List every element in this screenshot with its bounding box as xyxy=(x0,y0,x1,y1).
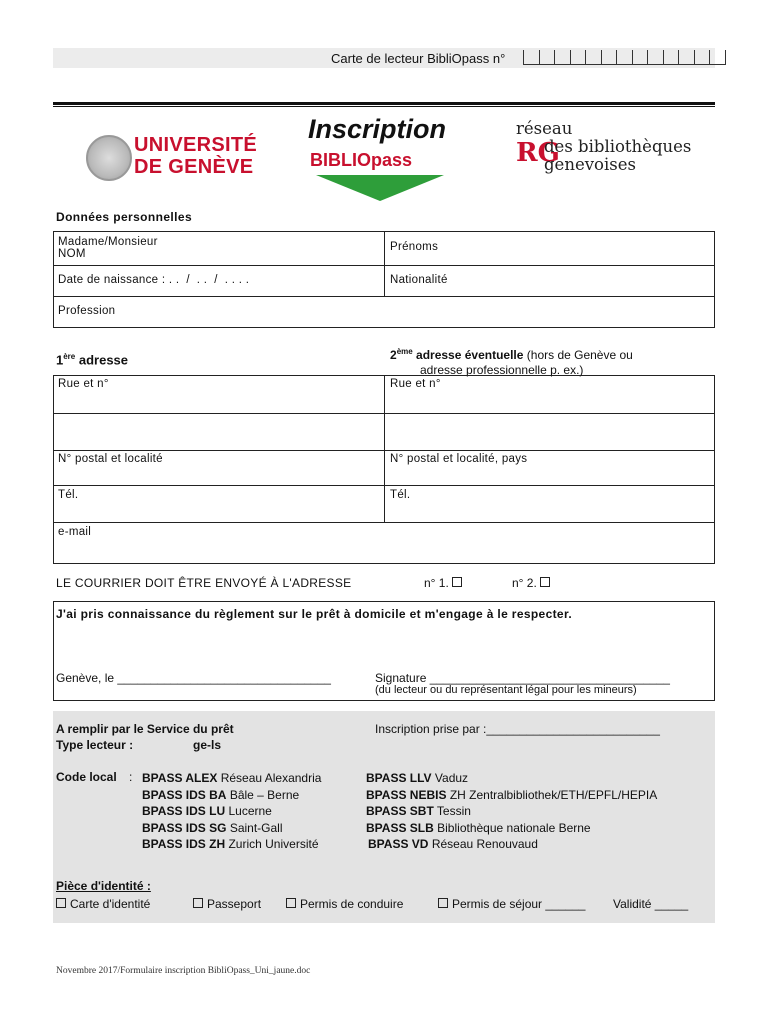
code-item: BPASS ALEX Réseau Alexandria xyxy=(142,771,322,785)
personal-heading: Données personnelles xyxy=(56,210,193,224)
code-item: BPASS SBT Tessin xyxy=(366,804,471,818)
signature-field[interactable]: Signature ____________________________________ xyxy=(375,671,670,685)
card-number-boxes[interactable] xyxy=(523,50,726,66)
header-rule xyxy=(53,102,715,105)
validite-field[interactable]: Validité _____ xyxy=(613,897,689,911)
postal2-field[interactable]: N° postal et localité, pays xyxy=(390,453,528,465)
tel2-field[interactable]: Tél. xyxy=(390,489,411,501)
footer-filename: Novembre 2017/Formulaire inscription BibliOpass_Uni_jaune.doc xyxy=(56,966,311,976)
geneve-date-field[interactable]: Genève, le ________________________________ xyxy=(56,671,331,685)
code-item: BPASS LLV Vaduz xyxy=(366,771,469,785)
reseau-logo xyxy=(516,120,691,174)
university-line1: UNIVERSITÉ xyxy=(134,134,258,156)
reglement-statement: J'ai pris connaissance du règlement sur le prêt à domicile et m'engage à le respecter. xyxy=(56,607,572,621)
code-item: BPASS VD Réseau Renouvaud xyxy=(368,837,538,851)
code-local-colon: : xyxy=(129,770,133,784)
card-number-bar xyxy=(53,48,715,68)
courrier-option-1[interactable]: n° 1. xyxy=(424,576,466,590)
codes-left-list xyxy=(142,770,321,853)
codes-right-list xyxy=(366,770,657,853)
card-number-label: Carte de lecteur BibliOpass n° xyxy=(331,51,506,66)
code-item: BPASS IDS LU Lucerne xyxy=(142,804,272,818)
courrier-text: LE COURRIER DOIT ÊTRE ENVOYÉ À L'ADRESSE xyxy=(56,576,352,590)
prenoms-field[interactable]: Prénoms xyxy=(390,241,439,253)
checkbox-icon[interactable] xyxy=(193,898,203,908)
university-logo xyxy=(134,134,257,178)
street1-field[interactable]: Rue et n° xyxy=(58,378,109,390)
code-local-label: Code local xyxy=(56,770,117,784)
reseau-line1: réseau xyxy=(516,119,573,138)
email-field[interactable]: e-mail xyxy=(58,526,92,538)
checkbox-icon[interactable] xyxy=(56,898,66,908)
street2-field[interactable]: Rue et n° xyxy=(390,378,441,390)
code-item: BPASS SLB Bibliothèque nationale Berne xyxy=(366,820,591,835)
id-option-carte[interactable]: Carte d'identité xyxy=(56,897,150,911)
first-address-heading: 1ère adresse xyxy=(56,352,129,368)
id-option-permis-conduire[interactable]: Permis de conduire xyxy=(286,897,403,911)
nationality-field[interactable]: Nationalité xyxy=(390,274,448,286)
reseau-line2: des bibliothèques xyxy=(544,137,692,156)
code-item: BPASS IDS ZH Zurich Université xyxy=(142,837,319,851)
code-item: BPASS IDS BA Bâle – Berne xyxy=(142,787,300,802)
madame-monsieur-label: Madame/Monsieur xyxy=(58,236,158,248)
postal1-field[interactable]: N° postal et localité xyxy=(58,453,163,465)
inscription-par-field[interactable]: Inscription prise par :__________________________ xyxy=(375,722,660,736)
down-arrow-icon xyxy=(316,175,444,201)
code-item: BPASS IDS SG Saint-Gall xyxy=(142,820,283,835)
second-address-heading: 2ème adresse éventuelle (hors de Genève ou adresse professionnelle p. ex.) xyxy=(390,347,633,377)
type-lecteur-label: Type lecteur : xyxy=(56,738,134,752)
university-seal-icon xyxy=(86,135,132,181)
reseau-logo-letters: RG xyxy=(516,138,560,168)
nom-field[interactable]: NOM xyxy=(58,248,86,260)
id-option-permis-sejour[interactable]: Permis de séjour ______ xyxy=(438,897,585,911)
id-option-passeport[interactable]: Passeport xyxy=(193,897,261,911)
service-heading: A remplir par le Service du prêt xyxy=(56,722,234,736)
checkbox-icon[interactable] xyxy=(286,898,296,908)
profession-field[interactable]: Profession xyxy=(58,305,116,317)
header-rule-thin xyxy=(53,106,715,107)
university-line2: DE GENÈVE xyxy=(134,156,254,178)
type-lecteur-value: ge-ls xyxy=(193,738,222,752)
tel1-field[interactable]: Tél. xyxy=(58,489,79,501)
bibliopass-logo: BIBLIOpass xyxy=(310,150,413,170)
checkbox-icon[interactable] xyxy=(438,898,448,908)
page-title: Inscription xyxy=(308,114,447,144)
checkbox-icon[interactable] xyxy=(452,577,462,587)
code-item: BPASS NEBIS ZH Zentralbibliothek/ETH/EPFL/HEPIA xyxy=(366,787,658,802)
birth-date-field[interactable]: Date de naissance : . . / . . / . . . . xyxy=(58,274,250,286)
courrier-option-2[interactable]: n° 2. xyxy=(512,576,554,590)
checkbox-icon[interactable] xyxy=(540,577,550,587)
id-heading: Pièce d'identité : xyxy=(56,879,151,893)
signature-note: (du lecteur ou du représentant légal pour les mineurs) xyxy=(375,684,637,696)
reseau-line3: genevoises xyxy=(544,155,636,174)
